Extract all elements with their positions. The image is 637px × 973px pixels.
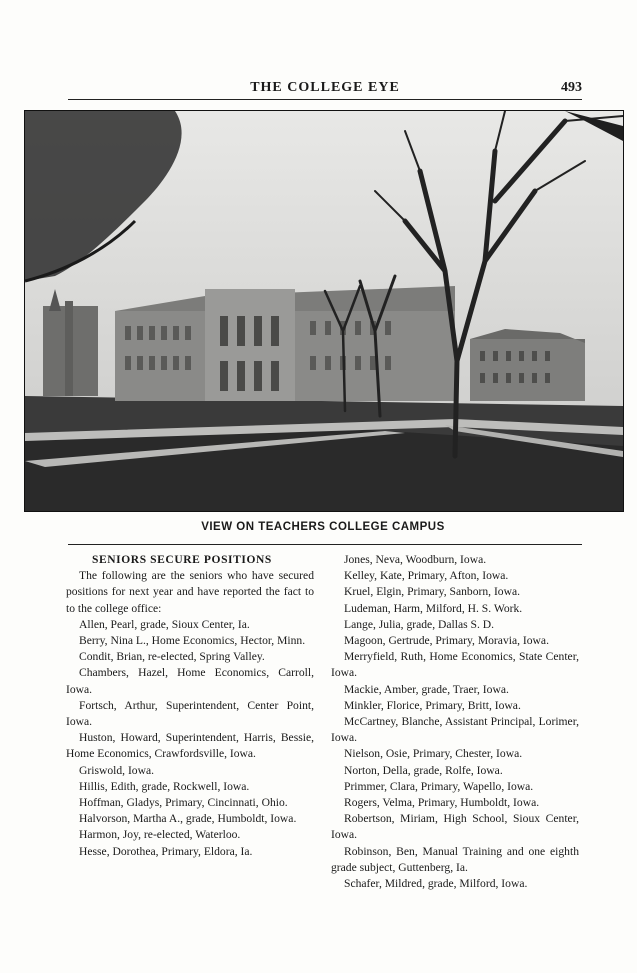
senior-entry: Lange, Julia, grade, Dallas S. D. [344,617,495,631]
senior-entry: Griswold, Iowa. [79,763,155,777]
campus-photo [24,110,624,512]
left-entry-list [66,617,314,860]
senior-entry: McCartney, Blanche, Assistant Principal, Lorimer, Iowa. [331,715,579,745]
article-heading: SENIORS SECURE POSITIONS [92,554,272,566]
senior-entry: Minkler, Florice, Primary, Britt, Iowa. [344,698,521,712]
senior-entry: Robertson, Miriam, High School, Sioux Center, Iowa. [331,812,579,842]
senior-entry: Primmer, Clara, Primary, Wapello, Iowa. [344,779,534,793]
caption-rule [68,544,582,545]
publication-title: THE COLLEGE EYE [250,80,400,95]
senior-entry: Schafer, Mildred, grade, Milford, Iowa. [344,877,528,891]
senior-entry: Jones, Neva, Woodburn, Iowa. [344,553,487,566]
senior-entry: Hillis, Edith, grade, Rockwell, Iowa. [79,779,250,793]
senior-entry: Ludeman, Harm, Milford, H. S. Work. [344,601,523,615]
senior-entry: Chambers, Hazel, Home Economics, Carroll, Iowa. [66,666,314,696]
senior-entry: Hesse, Dorothea, Primary, Eldora, Ia. [79,844,253,858]
senior-entry: Magoon, Gertrude, Primary, Moravia, Iowa. [344,634,549,648]
right-column [331,552,579,892]
senior-entry: Mackie, Amber, grade, Traer, Iowa. [344,682,509,696]
photo-caption: VIEW ON TEACHERS COLLEGE CAMPUS [201,521,445,533]
senior-entry: Norton, Della, grade, Rolfe, Iowa. [344,763,503,777]
page-header [68,80,582,100]
header-rule [68,99,582,100]
page-number: 493 [561,80,582,95]
senior-entry: Hoffman, Gladys, Primary, Cincinnati, Ohio. [79,796,288,810]
senior-entry: Allen, Pearl, grade, Sioux Center, Ia. [79,617,250,631]
senior-entry: Fortsch, Arthur, Superintendent, Center Point, Iowa. [66,698,314,729]
senior-entry: Condit, Brian, re-elected, Spring Valley. [79,650,265,664]
senior-entry: Huston, Howard, Superintendent, Harris, Bessie, Home Economics, Crawfordsville, Iowa. [66,731,314,761]
senior-entry: Rogers, Velma, Primary, Humboldt, Iowa. [344,796,540,810]
senior-entry: Kruel, Elgin, Primary, Sanborn, Iowa. [344,585,521,599]
senior-entry: Merryfield, Ruth, Home Economics, State Center, Iowa. [331,650,579,680]
article-intro: The following are the seniors who have secured positions for next year and have reported the fact to to the college office: [66,569,314,615]
senior-entry: Nielson, Osie, Primary, Chester, Iowa. [344,747,523,761]
senior-entry: Robinson, Ben, Manual Training and one eighth grade subject, Guttenberg, Ia. [331,844,579,874]
senior-entry: Berry, Nina L., Home Economics, Hector, Minn. [79,634,306,648]
right-entry-list [331,552,579,892]
senior-entry: Kelley, Kate, Primary, Afton, Iowa. [344,569,509,583]
senior-entry: Harmon, Joy, re-elected, Waterloo. [79,828,241,842]
left-column [66,552,314,860]
senior-entry: Halvorson, Martha A., grade, Humboldt, Iowa. [79,812,297,826]
